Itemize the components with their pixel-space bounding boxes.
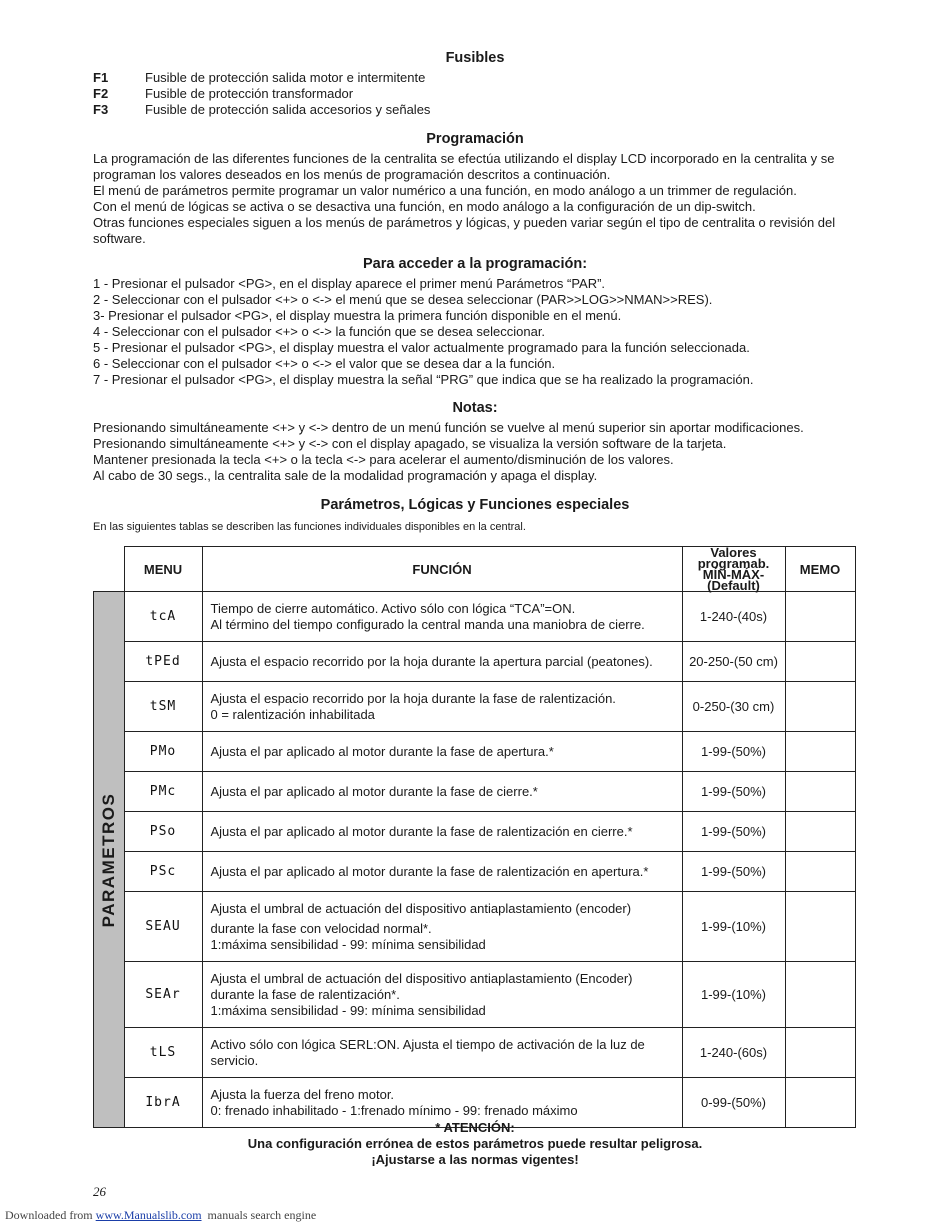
programming-paragraph: El menú de parámetros permite programar un valor numérico a una función, en modo análogo a un trimmer de regulación. [93, 183, 797, 198]
value-range: 1-99-(50%) [682, 812, 785, 852]
function-line: Ajusta el par aplicado al motor durante la fase de ralentización en apertura.* [210, 863, 649, 879]
function-description [202, 892, 682, 962]
function-description [202, 682, 682, 732]
download-footer [5, 1208, 316, 1223]
function-line: Al término del tiempo configurado la central manda una maniobra de cierre. [210, 616, 645, 632]
memo-cell [785, 962, 855, 1028]
table-row [94, 592, 856, 642]
access-step: 6 - Seleccionar con el pulsador <+> o <-> el valor que se desea dar a la función. [93, 356, 556, 371]
function-line: durante la fase de ralentización*. [210, 986, 400, 1002]
table-row [94, 1028, 856, 1078]
function-description [202, 732, 682, 772]
parametros-side-label-cell [94, 592, 125, 1128]
parametros-side-label: PARAMETROS [98, 792, 118, 927]
fuse-item [93, 70, 425, 86]
note-line: Presionando simultáneamente <+> y <-> con el display apagado, se visualiza la versión software de la tarjeta. [93, 436, 727, 451]
function-description [202, 812, 682, 852]
params-section-title: Parámetros, Lógicas y Funciones especiales [320, 497, 630, 513]
function-line: Ajusta el par aplicado al motor durante la fase de cierre.* [210, 783, 538, 799]
note-line: Al cabo de 30 segs., la centralita sale de la modalidad programación y apaga el display. [93, 468, 598, 483]
header-values-line2: MÍN-MÁX-(Default) [702, 567, 765, 593]
header-values-line1: Valores programab. [697, 545, 770, 571]
fuse-item [93, 102, 430, 118]
table-row [94, 642, 856, 682]
memo-cell [785, 592, 855, 642]
memo-cell [785, 772, 855, 812]
function-line: 0 = ralentización inhabilitada [210, 706, 375, 722]
access-title: Para acceder a la programación: [362, 256, 588, 272]
function-line: 1:máxima sensibilidad - 99: mínima sensibilidad [210, 936, 486, 952]
notes-text [93, 420, 863, 484]
value-range: 1-99-(50%) [682, 772, 785, 812]
fuse-code: F3 [93, 102, 109, 117]
manualslib-link[interactable]: www.Manualslib.com [95, 1208, 202, 1222]
function-description [202, 852, 682, 892]
value-range: 1-240-(40s) [682, 592, 785, 642]
access-step: 4 - Seleccionar con el pulsador <+> o <-> la función que se desea seleccionar. [93, 324, 546, 339]
table-row [94, 852, 856, 892]
programming-text [93, 151, 863, 247]
table-row [94, 892, 856, 962]
table-row [94, 732, 856, 772]
warning-text: ¡Ajustarse a las normas vigentes! [371, 1152, 579, 1167]
fuse-code: F1 [93, 70, 109, 85]
footer-suffix: manuals search engine [201, 1208, 317, 1222]
value-range: 1-99-(50%) [682, 852, 785, 892]
parameters-table [93, 546, 856, 1128]
menu-code: SEAU [124, 892, 202, 962]
menu-code: IbrA [124, 1078, 202, 1128]
function-line: 1:máxima sensibilidad - 99: mínima sensibilidad [210, 1002, 486, 1018]
notes-title: Notas: [452, 400, 498, 416]
function-line: Ajusta el par aplicado al motor durante la fase de apertura.* [210, 743, 554, 759]
page-number: 26 [93, 1184, 106, 1199]
function-line: 0: frenado inhabilitado - 1:frenado mínimo - 99: frenado máximo [210, 1102, 578, 1118]
access-step: 7 - Presionar el pulsador <PG>, el display muestra la señal “PRG” que indica que se ha realizado la programación. [93, 372, 754, 387]
table-row [94, 962, 856, 1028]
menu-code: PMc [124, 772, 202, 812]
note-line: Presionando simultáneamente <+> y <-> dentro de un menú función se vuelve al menú superior sin aportar modificaciones. [93, 420, 804, 435]
table-row [94, 682, 856, 732]
table-row [94, 812, 856, 852]
menu-code: tLS [124, 1028, 202, 1078]
function-description [202, 772, 682, 812]
function-line: durante la fase con velocidad normal*. [210, 920, 432, 936]
function-line: Ajusta la fuerza del freno motor. [210, 1086, 395, 1102]
fuse-code: F2 [93, 86, 109, 101]
menu-code: PSo [124, 812, 202, 852]
function-line: Ajusta el umbral de actuación del dispositivo antiaplastamiento (Encoder) [210, 970, 633, 986]
function-description [202, 592, 682, 642]
access-step: 1 - Presionar el pulsador <PG>, en el display aparece el primer menú Parámetros “PAR”. [93, 276, 606, 291]
fuse-text: Fusible de protección transformador [145, 86, 354, 101]
value-range: 20-250-(50 cm) [682, 642, 785, 682]
access-step: 5 - Presionar el pulsador <PG>, el display muestra el valor actualmente programado para la función seleccionada. [93, 340, 750, 355]
fuse-text: Fusible de protección salida accesorios y señales [145, 102, 431, 117]
programming-paragraph: Otras funciones especiales siguen a los menús de parámetros y lógicas, y pueden variar según el tipo de centralita o revisión del software. [93, 215, 836, 246]
function-description [202, 962, 682, 1028]
table-header-row [94, 547, 856, 592]
memo-cell [785, 642, 855, 682]
function-line: Ajusta el par aplicado al motor durante la fase de ralentización en cierre.* [210, 823, 633, 839]
memo-cell [785, 1028, 855, 1078]
value-range: 1-99-(10%) [682, 892, 785, 962]
value-range: 0-99-(50%) [682, 1078, 785, 1128]
access-steps [93, 276, 863, 388]
memo-cell [785, 852, 855, 892]
function-line: Ajusta el umbral de actuación del dispositivo antiaplastamiento (encoder) [210, 900, 632, 916]
header-menu: MENU [124, 547, 202, 592]
memo-cell [785, 812, 855, 852]
header-values [682, 547, 785, 592]
menu-code: SEAr [124, 962, 202, 1028]
function-line: servicio. [210, 1052, 259, 1068]
access-step: 2 - Seleccionar con el pulsador <+> o <-> el menú que se desea seleccionar (PAR>>LOG>>NMAN>>RES). [93, 292, 713, 307]
function-line: Tiempo de cierre automático. Activo sólo con lógica “TCA”=ON. [210, 600, 576, 616]
fuse-item [93, 86, 353, 102]
memo-cell [785, 732, 855, 772]
warning-text: Una configuración errónea de estos parámetros puede resultar peligrosa. [247, 1136, 703, 1151]
function-line: Ajusta el espacio recorrido por la hoja durante la apertura parcial (peatones). [210, 653, 653, 669]
access-step: 3- Presionar el pulsador <PG>, el display muestra la primera función disponible en el menú. [93, 308, 622, 323]
warning-heading: * ATENCIÓN: [435, 1120, 515, 1135]
value-range: 1-99-(10%) [682, 962, 785, 1028]
programming-title: Programación [426, 131, 524, 147]
value-range: 1-99-(50%) [682, 732, 785, 772]
value-range: 0-250-(30 cm) [682, 682, 785, 732]
header-memo: MEMO [785, 547, 855, 592]
menu-code: PMo [124, 732, 202, 772]
programming-paragraph: Con el menú de lógicas se activa o se desactiva una función, en modo análogo a la configuración de un dip-switch. [93, 199, 756, 214]
menu-code: tcA [124, 592, 202, 642]
programming-paragraph: La programación de las diferentes funciones de la centralita se efectúa utilizando el display LCD incorporado en la centralita y se programan los valores deseados en los menús de programación descritos a continuación. [93, 151, 835, 182]
menu-code: tSM [124, 682, 202, 732]
footer-prefix: Downloaded from [5, 1208, 96, 1222]
memo-cell [785, 892, 855, 962]
function-line: Activo sólo con lógica SERL:ON. Ajusta el tiempo de activación de la luz de [210, 1036, 645, 1052]
function-description [202, 642, 682, 682]
table-row [94, 772, 856, 812]
header-spacer [94, 547, 125, 592]
header-function: FUNCIÓN [202, 547, 682, 592]
function-description [202, 1028, 682, 1078]
function-line: Ajusta el espacio recorrido por la hoja durante la fase de ralentización. [210, 690, 616, 706]
fuses-title: Fusibles [445, 50, 505, 66]
menu-code: tPEd [124, 642, 202, 682]
value-range: 1-240-(60s) [682, 1028, 785, 1078]
menu-code: PSc [124, 852, 202, 892]
params-intro: En las siguientes tablas se describen las funciones individuales disponibles en la central. [93, 521, 526, 533]
memo-cell [785, 682, 855, 732]
note-line: Mantener presionada la tecla <+> o la tecla <-> para acelerar el aumento/disminución de los valores. [93, 452, 674, 467]
fuse-text: Fusible de protección salida motor e intermitente [145, 70, 426, 85]
